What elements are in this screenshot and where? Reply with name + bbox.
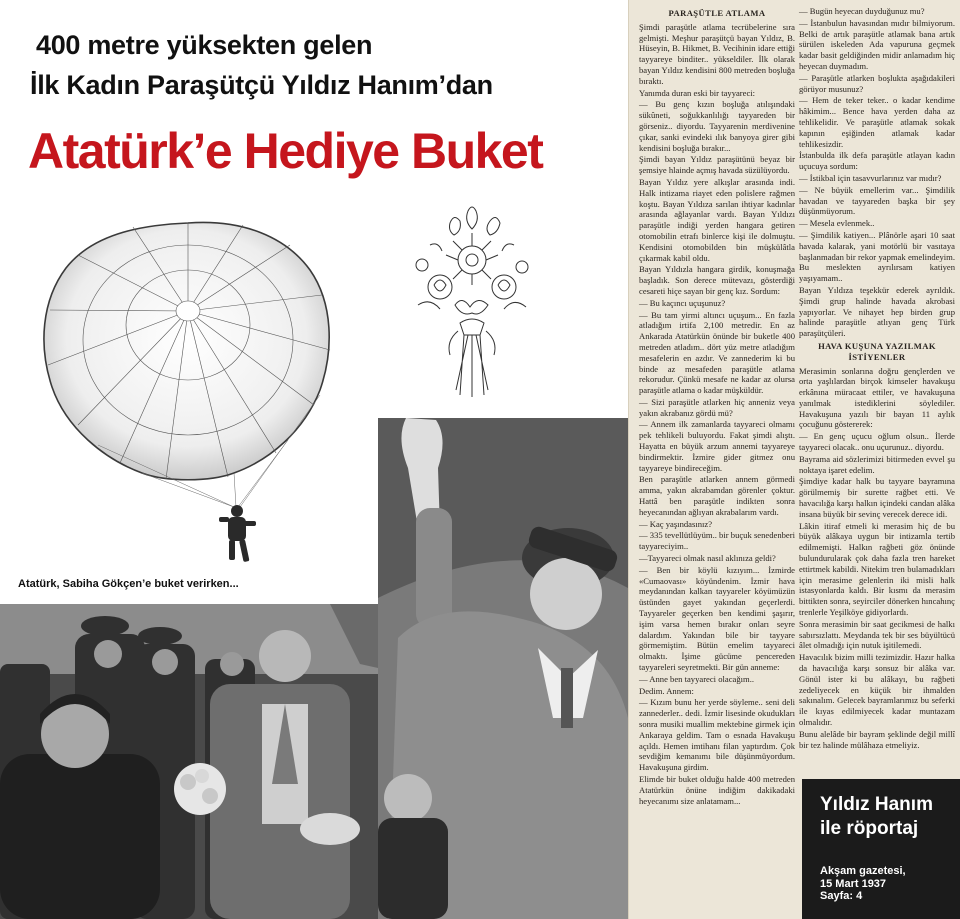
newspaper-paragraph: Bayan Yıldızla hangara girdik, konuşmağa başladık. Son derece mütevazı, gösterdiği cesareti hiçe sayan bir genç kız. Sordum:: [639, 264, 795, 296]
newspaper-paragraph: Şimdi bayan Yıldız paraşütünü beyaz bir şemsiye hlainde açmış havada süzülüyordu.: [639, 154, 795, 176]
newspaper-paragraph: Bayan Yıldız yere alkışlar arasında indi. Halk intizama riayet eden polislere rağmen koştu. Bayan Yıldıza sarılan ihtiyar kadınlar arasında ağlayanlar vardı. Bayan Yıldızı paraşütle indiği yerden hangara getiren otomobilin etrafı binlerce kişi ile dolmuştu. Kendisini otomobilden bin müşkülâtla çıkarmak kabil oldu.: [639, 176, 795, 263]
newspaper-paragraph: — Ben bir köylü kızıyım... İzmirde «Cumaovası» köyündenim. İzmir hava meydanından kalkan tayyareler köyümüzün üstünden gayet yakından geçerlerdi. Tayyareler geçerken ben kendimi şaşırır, işim varsa hemen bırakır onları seyre dalardım. Yakından bile bir tayyare görmemiştim. Bütün emelim tayyareci olmaktı. İşime gücüme pencereden tayyareleri seyretmekti. Bir gün anneme:: [639, 564, 795, 673]
newspaper-paragraph: Bunu alelâde bir bayram şeklinde değil millî bir tez halinde mülâhaza etmeliyiz.: [799, 728, 955, 750]
newspaper-paragraph: — En genç uçucu oğlum olsun.. İlerde tayyareci olacak.. onu uçurunuz.. diyordu.: [799, 431, 955, 453]
newspaper-paragraph: — Hem de teker teker.. o kadar kendime hâkimim... Bence hava yerden daha az tehlikelidir. Ve paraşütle atlamak sokak kapının eşiğinden atlamak kadar tehlikesizdir.: [799, 95, 955, 149]
newspaper-paragraph: — Sizi paraşütle atlarken hiç anneniz veya yakın akrabanız gördü mü?: [639, 396, 795, 418]
newspaper-paragraph: Elimde bir buket olduğu halde 400 metreden Atatürkün önüne indiğim dakikadaki heyecanımı size anlatamam...: [639, 773, 795, 806]
waving-figure-photo: [378, 418, 628, 919]
newspaper-paragraph: Bayan Yıldıza teşekkür ederek ayrıldık. Şimdi grup halinde havada akrobasi yapıyorlar. Ve nihayet hep birden grup halinde paraşütle atlıyan genç Türk paraşütçüleri.: [799, 284, 955, 339]
parachute-illustration: [38, 215, 338, 575]
newspaper-paragraph: Yanımda duran eski bir tayyareci:: [639, 87, 756, 98]
main-title: Atatürk’e Hediye Buket: [28, 123, 543, 179]
newspaper-column-1: [639, 6, 795, 807]
newspaper-paragraph: Lâkin itiraf etmeli ki merasim hiç de bu büyük alâkaya uygun bir intizamla tertib edilmemişti. Halkın rağbeti göz önünde bulundurularak çok daha fazla tren hareket ettirtmek kabildi. Nitekim tren bulamadıkları için merasime gelenlerin iki misli halk istasyonlarda kaldı. Bir kısmı da merasim bittikten sonra, seyirciler dönerken hıncahınç trenlerle Yeşilköye gidiyorlardı.: [799, 520, 955, 618]
headline-area: [0, 0, 628, 200]
newspaper-paragraph: — Kaç yaşındasınız?: [639, 518, 713, 529]
source-line-2: 15 Mart 1937: [820, 877, 887, 890]
newspaper-paragraph: Merasimin sonlarına doğru gençlerden ve orta yaşlılardan birçok kimseler havakuşu erkânına müracaat ettiler, ve havakuşuna yanılmak istediklerini söylediler. Havakuşuna yazılı bir bayan 11 aylık çocuğunu göstererek:: [799, 365, 955, 430]
newspaper-paragraph: — Şimdilik katiyen... Plânörle aşari 10 saat havada kalarak, yani motörlü bir vasıtaya başlanmadan bir rekor yapmak emelindeyim. Bu meslekten ayrılırsam katiyen yaşıyamam..: [799, 229, 955, 284]
newspaper-paragraph: İstanbulda ilk defa paraşütle atlayan kadın uçucuya sordum:: [799, 150, 955, 172]
newspaper-paragraph: — Mesela evlenmek..: [799, 218, 875, 229]
info-title-line-1: Yıldız Hanım: [820, 794, 933, 815]
newspaper-paragraph: Bayrama aid sözlerimizi bitirmeden evvel şu noktaya işaret edelim.: [799, 453, 955, 475]
source-citation: [820, 865, 906, 903]
headline-line-2: İlk Kadın Paraşütçü Yıldız Hanım’dan: [30, 70, 493, 100]
newspaper-paragraph: — İstikbal için tasavvurlarınız var mıdır?: [799, 172, 942, 183]
newspaper-paragraph: Havacılık bizim milli tezimizdir. Hazır halka da havacılığa karşı sonsuz bir alâka var. Gönül ister ki bu alâkayı, bu rağbeti zedeliyecek en küçük bir ihmalden sakınalım. Gelecek bayramlarımız bu seferki ile kıyas edilmiyecek kadar muntazam olmalıdır.: [799, 652, 955, 727]
newspaper-paragraph: — İstanbulun havasından mıdır bilmiyorum. Belki de artık paraşütle atlamak bana artık sürülen iskeleden Ada vapuruna geçmek kadar basit geldiğinden midir anlamadım hiç heyecan duymadım.: [799, 17, 955, 71]
newspaper-heading: PARAŞÜTLE ATLAMA: [668, 8, 766, 18]
newspaper-paragraph: — Kızım bunu her yerde söyleme.. seni deli zannederler.. dedi. İzmir lisesinde okudukları sonra musiki muallim mektebine girmek için Ankaraya geldim. Tam o esnada Havakuşu açıldı. Hemen imtihanı filan yaptırdım. Çok sevdiğim kemanımı bile düşünmüyordum. Havakuşuna girdim.: [639, 697, 795, 773]
newspaper-paragraph: — Ne büyük emellerim var... Şimdilik havadan ve tayyareden başka bir şey düşünmüyorum.: [799, 184, 955, 217]
photo-bouquet: [174, 763, 226, 815]
newspaper-paragraph: Şimdiye kadar halk bu tayyare bayramına görülmemiş bir surette rağbet etti. Ve havacılığa karşı halkın içindeki candan alâka insana büyük bir sevinç verecek derece idi.: [799, 476, 955, 519]
newspaper-paragraph: Ben paraşütle atlarken annem görmedi amma, yakın akrabamdan görenler çoktur. Hattâ ben paraşütle indikten sonra heyecanından ağlıyan akrabalarım vardı.: [639, 474, 795, 517]
newspaper-paragraph: — Anne ben tayyareci olacağım..: [639, 673, 755, 684]
newspaper-paragraph: Sonra merasimin bir saat gecikmesi de halkı sabırsızlattı. Meydanda tek bir ses büyültücü âlet olmadığı için nutuk işitilemedi.: [799, 618, 955, 651]
newspaper-paragraph: — Annem ilk zamanlarda tayyareci olmamı pek tehlikeli buluyordu. Fakat şimdi alıştı. Hayatta en büyük arzum annemi tayyareye bindirmektir. İzmire gider gitmez onu tayyareye bindireceğim.: [639, 419, 795, 473]
source-line-3: Sayfa: 4: [820, 890, 863, 902]
newspaper-paragraph: — Bu kaçıncı uçuşunuz?: [639, 297, 726, 308]
headline-line-1: 400 metre yüksekten gelen: [36, 30, 373, 60]
source-line-1: Akşam gazetesi,: [820, 865, 906, 877]
bouquet-illustration: [410, 205, 535, 400]
interview-info-box: [802, 779, 960, 919]
info-title: [820, 793, 950, 841]
newspaper-paragraph: Şimdi paraşütle atlama tecrübelerine sıra gelmişti. Meşhur paraşütçü bayan Yıldız, B. Hüseyin, B. Hikmet, B. Vecihinin idare ettiği tayyareye binditer.. yükseldiler. İlk olarak bayan Yıldız kendisini 800 metreden boşluğa bıraktı.: [639, 21, 795, 86]
photo-caption: Atatürk, Sabiha Gökçen’e buket verirken...: [18, 578, 239, 590]
newspaper-paragraph: — Bu genç kızın boşluğa atılışındaki sükûneti, soğukkanlılığı tayyareden bir görseniz.. diyordu. Tayyarenin merdivenine çıkar, sanki evindeki ılık banyoya girer gibi kendisini boşluğa bırakır...: [639, 99, 795, 153]
parachutist-figure: [219, 505, 256, 562]
newspaper-paragraph: — Paraşütle atlarken boşlukta aşağıdakileri görüyor musunuz?: [799, 72, 955, 94]
newspaper-paragraph: —Tayyareci olmak nasıl aklınıza geldi?: [639, 553, 776, 564]
newspaper-paragraph: Dedim. Annem:: [639, 685, 694, 696]
info-title-line-2: ile röportaj: [820, 818, 919, 839]
newspaper-paragraph: — Bu tam yirmi altıncı uçuşum... En fazla atladığım irtifa 2,100 metredir. En az Ankarada Atatürkün önünde bir buketle 400 metreden atladım.. dört yüz metre atladığım mesafelerin en azdır. Ve zannederim ki bu binde az mesafeden paraşütle atlama rekorudur. Çünkü mesafe ne kadar az olursa paraşütle atlama o kadar müşküldür.: [639, 309, 795, 396]
newspaper-column-2: [799, 6, 955, 751]
newspaper-paragraph: — Bugün heyecan duyduğunuz mu?: [799, 6, 925, 16]
newspaper-subheading: HAVA KUŞUNA YAZILMAK İSTİYENLER: [818, 340, 936, 362]
newspaper-paragraph: — 335 tevellütlüyüm.. bir buçuk senedenberi tayyareciyim..: [639, 530, 795, 552]
